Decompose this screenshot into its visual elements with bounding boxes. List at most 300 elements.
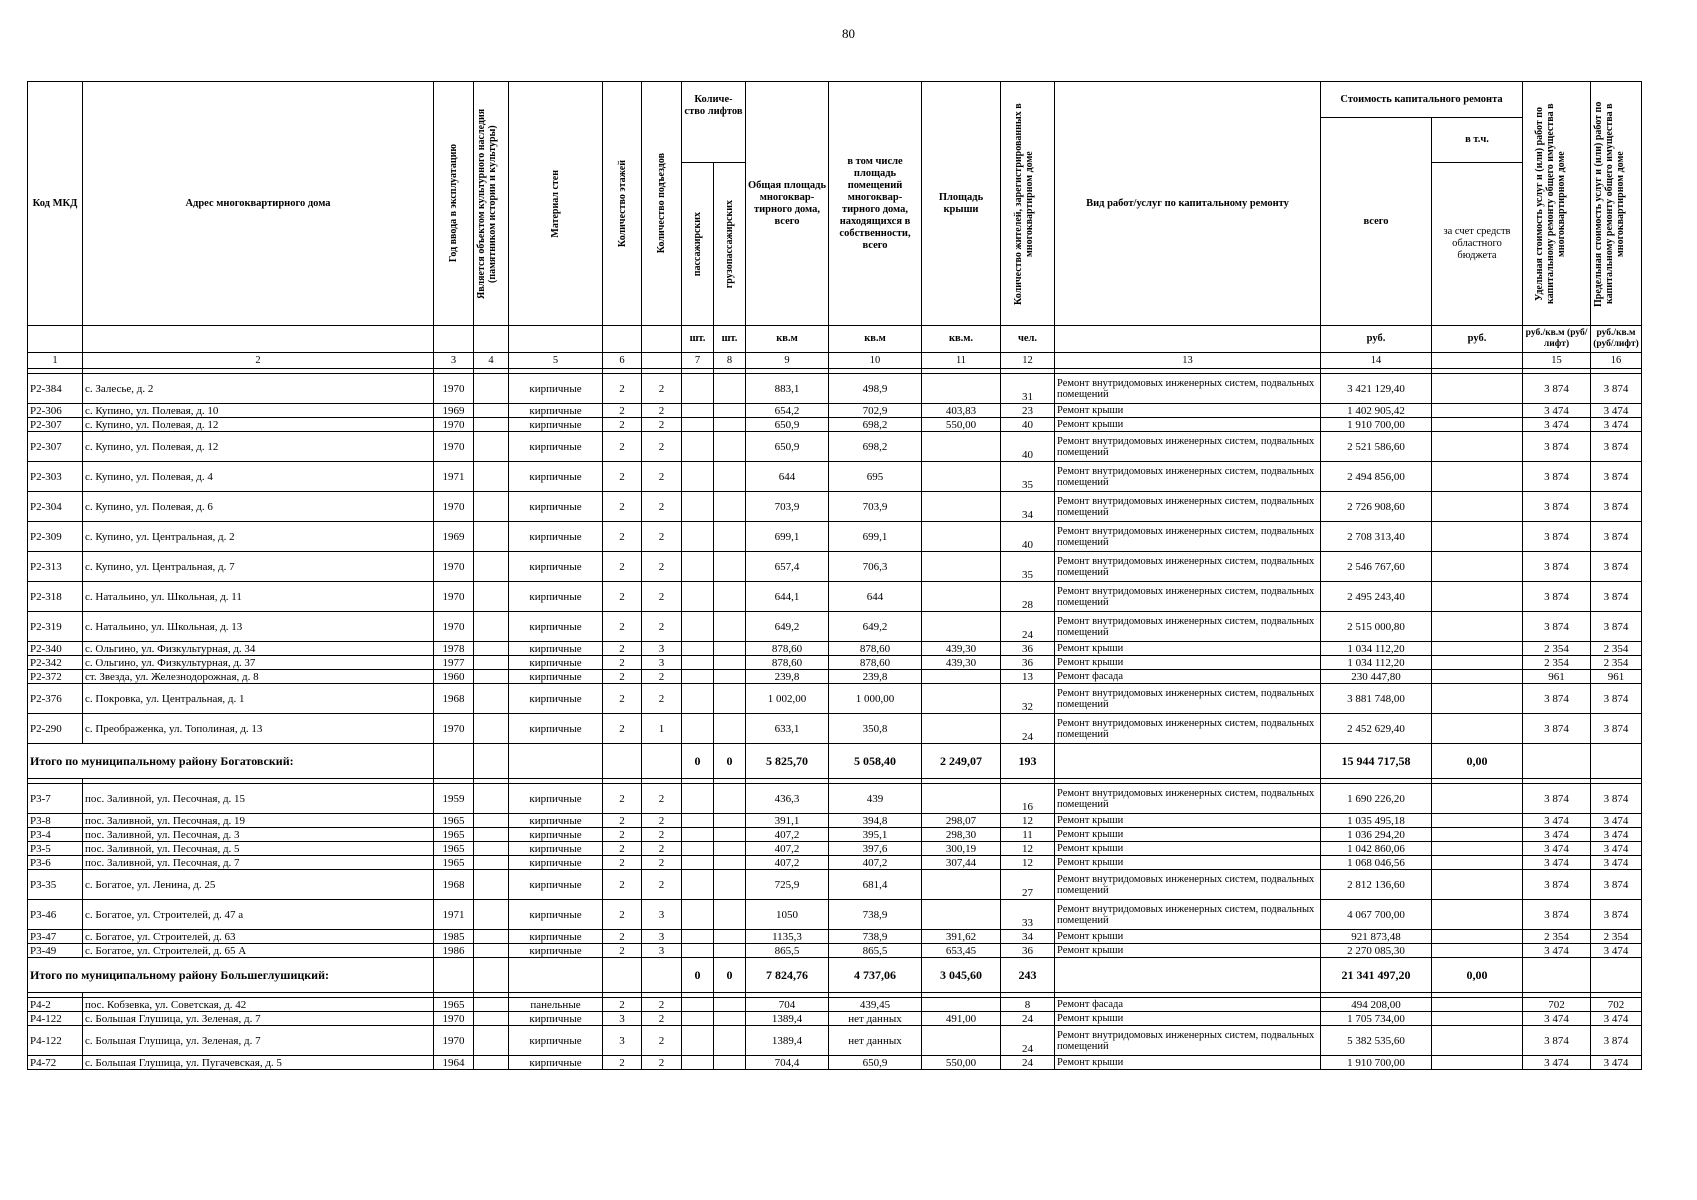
commission-year: 1970: [434, 1012, 474, 1026]
total-area: 878,60: [746, 642, 829, 656]
residents-count: 16: [1001, 784, 1055, 814]
table-row: [28, 656, 1642, 670]
wall-material: кирпичные: [509, 870, 603, 900]
entrances-count: 2: [642, 432, 682, 462]
roof-area: 439,30: [922, 656, 1001, 670]
work-type: Ремонт крыши: [1055, 418, 1321, 432]
lifts-passenger: [682, 856, 714, 870]
floors-count: 2: [603, 432, 642, 462]
empty-cell: [642, 744, 682, 779]
lifts-freight: [714, 714, 746, 744]
max-cost: 3 874: [1591, 582, 1642, 612]
roof-area: [922, 684, 1001, 714]
wall-material: кирпичные: [509, 522, 603, 552]
owned-area: 439: [829, 784, 922, 814]
wall-material: кирпичные: [509, 418, 603, 432]
heritage-cell: [474, 856, 509, 870]
commission-year: 1959: [434, 784, 474, 814]
regional-budget: [1432, 670, 1523, 684]
commission-year: 1970: [434, 552, 474, 582]
entrances-count: 3: [642, 900, 682, 930]
residents-count: 24: [1001, 1012, 1055, 1026]
work-type: Ремонт крыши: [1055, 814, 1321, 828]
total-owned-area: 5 058,40: [829, 744, 922, 779]
floors-count: 2: [603, 784, 642, 814]
house-address: с. Преображенка, ул. Тополиная, д. 13: [83, 714, 434, 744]
header-address: Адрес многоквартирного дома: [83, 82, 434, 326]
unit-sqm-3: кв.м.: [922, 326, 1001, 353]
max-cost: 702: [1591, 998, 1642, 1012]
table-row: [28, 582, 1642, 612]
residents-count: 24: [1001, 714, 1055, 744]
max-cost: 3 474: [1591, 828, 1642, 842]
unit-cost: 3 874: [1523, 492, 1591, 522]
column-number: 12: [1001, 353, 1055, 369]
header-cost: Стоимость капитального ремонта: [1321, 82, 1523, 118]
total-area: 391,1: [746, 814, 829, 828]
roof-area: [922, 870, 1001, 900]
unit-cost: 2 354: [1523, 930, 1591, 944]
unit-cost: 3 474: [1523, 814, 1591, 828]
house-code: Р2-303: [28, 462, 83, 492]
house-address: пос. Заливной, ул. Песочная, д. 5: [83, 842, 434, 856]
entrances-count: 2: [642, 814, 682, 828]
commission-year: 1965: [434, 998, 474, 1012]
lifts-freight: [714, 684, 746, 714]
entrances-count: 2: [642, 418, 682, 432]
unit-cost: 3 874: [1523, 900, 1591, 930]
max-cost: 3 874: [1591, 684, 1642, 714]
work-type: Ремонт внутридомовых инженерных систем, подвальных помещений: [1055, 582, 1321, 612]
owned-area: 706,3: [829, 552, 922, 582]
entrances-count: 3: [642, 944, 682, 958]
empty-cell: [1055, 744, 1321, 779]
total-lifts-freight: 0: [714, 744, 746, 779]
total-area: 1135,3: [746, 930, 829, 944]
table-row: [28, 552, 1642, 582]
header-code: Код МКД: [28, 82, 83, 326]
table-row: [28, 714, 1642, 744]
work-type: Ремонт внутридомовых инженерных систем, подвальных помещений: [1055, 900, 1321, 930]
table-row: [28, 856, 1642, 870]
entrances-count: 2: [642, 404, 682, 418]
table-row: [28, 670, 1642, 684]
wall-material: кирпичные: [509, 1056, 603, 1070]
max-cost: 3 874: [1591, 784, 1642, 814]
entrances-count: 2: [642, 998, 682, 1012]
max-cost: 3 874: [1591, 462, 1642, 492]
lifts-freight: [714, 900, 746, 930]
wall-material: кирпичные: [509, 552, 603, 582]
roof-area: [922, 714, 1001, 744]
unit-cost: 702: [1523, 998, 1591, 1012]
wall-material: панельные: [509, 998, 603, 1012]
residents-count: 35: [1001, 462, 1055, 492]
lifts-passenger: [682, 522, 714, 552]
roof-area: [922, 998, 1001, 1012]
roof-area: 550,00: [922, 418, 1001, 432]
residents-count: 40: [1001, 522, 1055, 552]
commission-year: 1977: [434, 656, 474, 670]
house-code: Р2-306: [28, 404, 83, 418]
unit-cost: 3 874: [1523, 462, 1591, 492]
lifts-passenger: [682, 670, 714, 684]
regional-budget: [1432, 784, 1523, 814]
column-number: 14: [1321, 353, 1432, 369]
repair-cost: 1 042 860,06: [1321, 842, 1432, 856]
work-type: Ремонт внутридомовых инженерных систем, подвальных помещений: [1055, 612, 1321, 642]
lifts-passenger: [682, 492, 714, 522]
lifts-freight: [714, 418, 746, 432]
repair-cost: 1 910 700,00: [1321, 1056, 1432, 1070]
empty-cell: [642, 958, 682, 993]
owned-area: 681,4: [829, 870, 922, 900]
lifts-passenger: [682, 1056, 714, 1070]
repair-cost: 1 034 112,20: [1321, 642, 1432, 656]
repair-cost: 2 270 085,30: [1321, 944, 1432, 958]
lifts-freight: [714, 1026, 746, 1056]
floors-count: 2: [603, 404, 642, 418]
column-number: 16: [1591, 353, 1642, 369]
regional-budget: [1432, 1012, 1523, 1026]
commission-year: 1969: [434, 522, 474, 552]
house-code: Р2-304: [28, 492, 83, 522]
empty-cell: [603, 744, 642, 779]
total-area: 1 002,00: [746, 684, 829, 714]
lifts-passenger: [682, 432, 714, 462]
total-roof-area: 3 045,60: [922, 958, 1001, 993]
roof-area: [922, 612, 1001, 642]
max-cost: 2 354: [1591, 930, 1642, 944]
wall-material: кирпичные: [509, 930, 603, 944]
table-row: [28, 944, 1642, 958]
owned-area: 878,60: [829, 656, 922, 670]
max-cost: 3 474: [1591, 814, 1642, 828]
floors-count: 2: [603, 670, 642, 684]
commission-year: 1971: [434, 462, 474, 492]
total-area: 407,2: [746, 828, 829, 842]
commission-year: 1970: [434, 374, 474, 404]
repair-cost: 1 036 294,20: [1321, 828, 1432, 842]
total-owned-area: 4 737,06: [829, 958, 922, 993]
commission-year: 1985: [434, 930, 474, 944]
total-area: 1389,4: [746, 1026, 829, 1056]
table-row: [28, 870, 1642, 900]
empty-cell: [509, 744, 603, 779]
max-cost: 3 874: [1591, 522, 1642, 552]
wall-material: кирпичные: [509, 670, 603, 684]
owned-area: 407,2: [829, 856, 922, 870]
repair-cost: 1 910 700,00: [1321, 418, 1432, 432]
header-unit-cost: Удельная стоимость услуг и (или) работ по капитальному ремонту общего имущества в многоквартирном доме: [1533, 103, 1567, 304]
residents-count: 23: [1001, 404, 1055, 418]
owned-area: 1 000,00: [829, 684, 922, 714]
house-code: Р2-342: [28, 656, 83, 670]
commission-year: 1970: [434, 432, 474, 462]
unit-sqm-1: кв.м: [746, 326, 829, 353]
roof-area: [922, 462, 1001, 492]
unit-cost: 3 874: [1523, 374, 1591, 404]
heritage-cell: [474, 842, 509, 856]
repair-cost: 2 546 767,60: [1321, 552, 1432, 582]
heritage-cell: [474, 1056, 509, 1070]
header-cost-total: всего: [1321, 118, 1432, 326]
wall-material: кирпичные: [509, 856, 603, 870]
work-type: Ремонт внутридомовых инженерных систем, подвальных помещений: [1055, 784, 1321, 814]
roof-area: [922, 492, 1001, 522]
regional-budget: [1432, 998, 1523, 1012]
repair-cost: 2 521 586,60: [1321, 432, 1432, 462]
max-cost: 3 474: [1591, 1056, 1642, 1070]
column-number: 4: [474, 353, 509, 369]
regional-budget: [1432, 856, 1523, 870]
work-type: Ремонт внутридомовых инженерных систем, подвальных помещений: [1055, 462, 1321, 492]
lifts-passenger: [682, 1012, 714, 1026]
house-address: с. Купино, ул. Центральная, д. 2: [83, 522, 434, 552]
commission-year: 1964: [434, 1056, 474, 1070]
owned-area: 738,9: [829, 930, 922, 944]
roof-area: [922, 374, 1001, 404]
max-cost: 2 354: [1591, 642, 1642, 656]
heritage-cell: [474, 404, 509, 418]
unit-cost: 2 354: [1523, 656, 1591, 670]
lifts-freight: [714, 492, 746, 522]
work-type: Ремонт крыши: [1055, 1012, 1321, 1026]
regional-budget: [1432, 522, 1523, 552]
unit-cost: 3 874: [1523, 612, 1591, 642]
wall-material: кирпичные: [509, 842, 603, 856]
unit-cost: 2 354: [1523, 642, 1591, 656]
heritage-cell: [474, 462, 509, 492]
unit-cost: 3 474: [1523, 856, 1591, 870]
house-address: с. Богатое, ул. Строителей, д. 63: [83, 930, 434, 944]
unit-pcs-1: шт.: [682, 326, 714, 353]
owned-area: 498,9: [829, 374, 922, 404]
commission-year: 1970: [434, 1026, 474, 1056]
header-floors: Количество этажей: [616, 159, 628, 248]
heritage-cell: [474, 642, 509, 656]
total-regional-budget: 0,00: [1432, 744, 1523, 779]
residents-count: 34: [1001, 930, 1055, 944]
owned-area: 394,8: [829, 814, 922, 828]
lifts-passenger: [682, 612, 714, 642]
header-entrances: Количество подъездов: [656, 153, 667, 254]
repair-cost: 2 494 856,00: [1321, 462, 1432, 492]
floors-count: 2: [603, 870, 642, 900]
heritage-cell: [474, 612, 509, 642]
capital-repair-table: [27, 81, 1642, 1070]
unit-rub-2: руб.: [1432, 326, 1523, 353]
entrances-count: 2: [642, 552, 682, 582]
residents-count: 27: [1001, 870, 1055, 900]
column-number: 8: [714, 353, 746, 369]
max-cost: 3 874: [1591, 432, 1642, 462]
heritage-cell: [474, 814, 509, 828]
table-row: [28, 462, 1642, 492]
entrances-count: 3: [642, 642, 682, 656]
total-area: 5 825,70: [746, 744, 829, 779]
roof-area: 439,30: [922, 642, 1001, 656]
max-cost: 3 874: [1591, 900, 1642, 930]
lifts-passenger: [682, 374, 714, 404]
heritage-cell: [474, 492, 509, 522]
header-max-cost: Предельная стоимость услуг и (или) работ по капитальному ремонту общего имущества в многоквартирном доме: [1593, 100, 1627, 307]
lifts-passenger: [682, 842, 714, 856]
owned-area: 699,1: [829, 522, 922, 552]
work-type: Ремонт внутридомовых инженерных систем, подвальных помещений: [1055, 1026, 1321, 1056]
heritage-cell: [474, 1026, 509, 1056]
wall-material: кирпичные: [509, 462, 603, 492]
repair-cost: 2 515 000,80: [1321, 612, 1432, 642]
table-row: [28, 930, 1642, 944]
regional-budget: [1432, 930, 1523, 944]
floors-count: 2: [603, 462, 642, 492]
total-residents: 193: [1001, 744, 1055, 779]
regional-budget: [1432, 900, 1523, 930]
house-code: Р2-307: [28, 418, 83, 432]
total-area: 1389,4: [746, 1012, 829, 1026]
unit-sqm-2: кв.м: [829, 326, 922, 353]
lifts-freight: [714, 582, 746, 612]
floors-count: 2: [603, 998, 642, 1012]
floors-count: 2: [603, 900, 642, 930]
heritage-cell: [474, 432, 509, 462]
lifts-freight: [714, 462, 746, 492]
lifts-freight: [714, 522, 746, 552]
regional-budget: [1432, 828, 1523, 842]
header-lifts-freight: грузопассажирских: [724, 199, 735, 289]
floors-count: 2: [603, 842, 642, 856]
owned-area: нет данных: [829, 1026, 922, 1056]
residents-count: 36: [1001, 656, 1055, 670]
commission-year: 1970: [434, 714, 474, 744]
unit-cost: 3 874: [1523, 522, 1591, 552]
regional-budget: [1432, 1056, 1523, 1070]
total-area: 650,9: [746, 418, 829, 432]
unit-cost: 3 874: [1523, 684, 1591, 714]
owned-area: 397,6: [829, 842, 922, 856]
repair-cost: 1 034 112,20: [1321, 656, 1432, 670]
owned-area: 644: [829, 582, 922, 612]
roof-area: 403,83: [922, 404, 1001, 418]
commission-year: 1968: [434, 684, 474, 714]
owned-area: 395,1: [829, 828, 922, 842]
lifts-passenger: [682, 582, 714, 612]
total-area: 644: [746, 462, 829, 492]
owned-area: 698,2: [829, 418, 922, 432]
residents-count: 12: [1001, 842, 1055, 856]
total-residents: 243: [1001, 958, 1055, 993]
total-area: 703,9: [746, 492, 829, 522]
work-type: Ремонт крыши: [1055, 1056, 1321, 1070]
lifts-freight: [714, 814, 746, 828]
total-label: Итого по муниципальному району Богатовский:: [28, 744, 434, 779]
wall-material: кирпичные: [509, 900, 603, 930]
column-number: 3: [434, 353, 474, 369]
work-type: Ремонт крыши: [1055, 404, 1321, 418]
house-code: Р3-8: [28, 814, 83, 828]
heritage-cell: [474, 930, 509, 944]
lifts-passenger: [682, 814, 714, 828]
residents-count: 40: [1001, 432, 1055, 462]
max-cost: 3 474: [1591, 1012, 1642, 1026]
residents-count: 12: [1001, 814, 1055, 828]
lifts-freight: [714, 1056, 746, 1070]
total-area: 650,9: [746, 432, 829, 462]
work-type: Ремонт фасада: [1055, 998, 1321, 1012]
entrances-count: 1: [642, 714, 682, 744]
entrances-count: 2: [642, 522, 682, 552]
owned-area: 439,45: [829, 998, 922, 1012]
house-address: с. Натальино, ул. Школьная, д. 13: [83, 612, 434, 642]
roof-area: [922, 552, 1001, 582]
commission-year: 1978: [434, 642, 474, 656]
column-number: 9: [746, 353, 829, 369]
lifts-passenger: [682, 828, 714, 842]
floors-count: 2: [603, 374, 642, 404]
floors-count: 2: [603, 418, 642, 432]
empty-cell: [1591, 744, 1642, 779]
wall-material: кирпичные: [509, 642, 603, 656]
commission-year: 1965: [434, 828, 474, 842]
lifts-freight: [714, 612, 746, 642]
lifts-passenger: [682, 684, 714, 714]
owned-area: 865,5: [829, 944, 922, 958]
regional-budget: [1432, 814, 1523, 828]
commission-year: 1970: [434, 418, 474, 432]
roof-area: [922, 784, 1001, 814]
header-year: Год ввода в эксплуатацию: [448, 144, 459, 263]
roof-area: 300,19: [922, 842, 1001, 856]
house-address: с. Купино, ул. Полевая, д. 12: [83, 418, 434, 432]
repair-cost: 921 873,48: [1321, 930, 1432, 944]
residents-count: 31: [1001, 374, 1055, 404]
entrances-count: 2: [642, 842, 682, 856]
lifts-passenger: [682, 998, 714, 1012]
entrances-count: 2: [642, 670, 682, 684]
table-row: [28, 492, 1642, 522]
table-row: [28, 1012, 1642, 1026]
house-address: с. Богатое, ул. Строителей, д. 47 а: [83, 900, 434, 930]
wall-material: кирпичные: [509, 944, 603, 958]
district-total-row: [28, 958, 1642, 993]
commission-year: 1965: [434, 856, 474, 870]
header-owned-area: в том числе площадь помещений многоквар- тирного дома, находящихся в собственности, всего: [829, 82, 922, 326]
table-row: [28, 900, 1642, 930]
max-cost: 2 354: [1591, 656, 1642, 670]
work-type: Ремонт внутридомовых инженерных систем, подвальных помещений: [1055, 714, 1321, 744]
heritage-cell: [474, 374, 509, 404]
header-cost-regional: за счет средств областного бюджета: [1432, 163, 1523, 326]
wall-material: кирпичные: [509, 784, 603, 814]
house-code: Р2-307: [28, 432, 83, 462]
entrances-count: 2: [642, 856, 682, 870]
residents-count: 12: [1001, 856, 1055, 870]
work-type: Ремонт внутридомовых инженерных систем, подвальных помещений: [1055, 684, 1321, 714]
unit-cost: 3 874: [1523, 784, 1591, 814]
lifts-freight: [714, 670, 746, 684]
house-code: Р2-372: [28, 670, 83, 684]
column-number: 1: [28, 353, 83, 369]
owned-area: 695: [829, 462, 922, 492]
empty-cell: [1523, 744, 1591, 779]
total-area: 407,2: [746, 856, 829, 870]
regional-budget: [1432, 714, 1523, 744]
lifts-freight: [714, 944, 746, 958]
unit-cost: 961: [1523, 670, 1591, 684]
column-number: [1432, 353, 1523, 369]
entrances-count: 2: [642, 1012, 682, 1026]
